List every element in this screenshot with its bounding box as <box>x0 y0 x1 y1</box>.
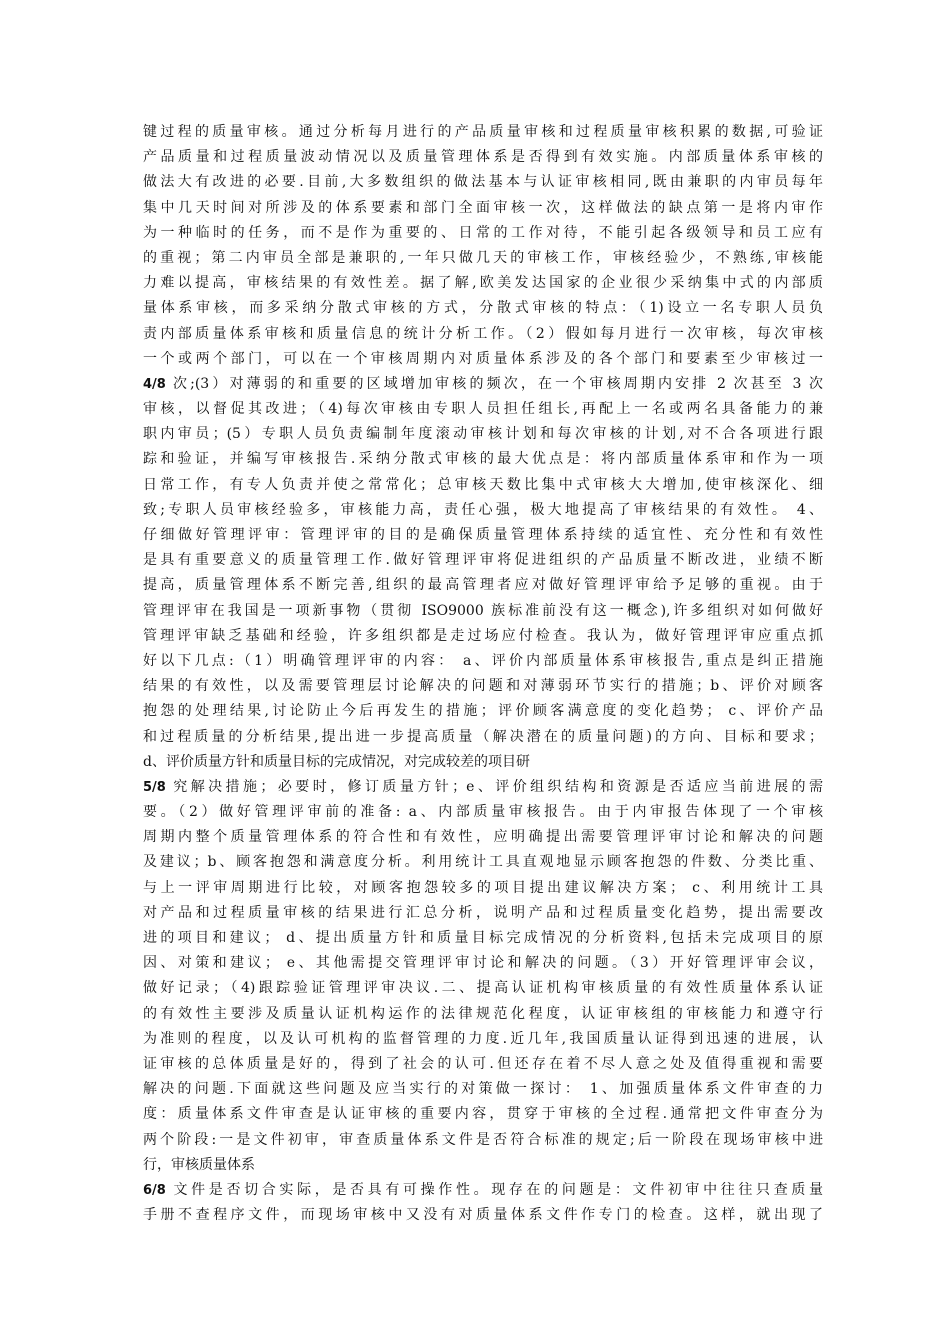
text-line <box>143 271 823 296</box>
line-text: 为准则的程度，以及认可机构的监督管理的力度.近几年,我国质量认证得到迅速的进展，认 <box>143 1030 823 1047</box>
text-line <box>143 775 823 800</box>
text-line <box>143 901 823 926</box>
line-text: 次;(3）对薄弱的和重要的区域增加审核的频次，在一个审核周期内安排 2 次甚至 3 次 <box>169 375 823 392</box>
text-line <box>143 649 823 674</box>
text-line <box>143 1128 823 1153</box>
text-line <box>143 674 823 699</box>
line-text: 和过程质量的分析结果,提出进一步提高质量（解决潜在的质量问题)的方向、目标和要求； <box>143 728 823 745</box>
text-line <box>143 1002 823 1027</box>
text-line <box>143 196 823 221</box>
page-number: 6/8 <box>143 1182 166 1198</box>
line-text: 周期内整个质量管理体系的符合性和有效性，应明确提出需要管理评审讨论和解决的问题 <box>143 829 823 846</box>
text-line <box>143 120 823 145</box>
text-line <box>143 498 823 523</box>
line-text: 产品质量和过程质量波动情况以及质量管理体系是否得到有效实施。内部质量体系审核的 <box>143 149 823 166</box>
text-line <box>143 447 823 472</box>
text-line <box>143 322 823 347</box>
text-line <box>143 221 823 246</box>
line-text: 键过程的质量审核。通过分析每月进行的产品质量审核和过程质量审核积累的数据,可验证 <box>143 124 823 140</box>
text-line <box>143 296 823 321</box>
line-text: 进的项目和建议； d、提出质量方针和质量目标完成情况的分析资料,包括未完成项目的原 <box>143 930 823 946</box>
line-text: 量体系审核，而多采纳分散式审核的方式，分散式审核的特点：（1)设立一名专职人员负 <box>143 300 823 317</box>
line-text: 管理评审在我国是一项新事物（贯彻 ISO9000 族标准前没有这一概念),许多组织对如何做好 <box>143 602 823 619</box>
line-text: 证审核的总体质量是好的，得到了社会的认可.但还存在着不尽人意之处及值得重视和需要 <box>143 1055 823 1072</box>
line-text: 文件是否切合实际，是否具有可操作性。现存在的问题是：文件初审中往往只查质量 <box>169 1181 823 1198</box>
line-text: 究解决措施；必要时，修订质量方针；e、评价组织结构和资源是否适应当前进展的需 <box>169 778 823 795</box>
line-text: 踪和验证，并编写审核报告.采纳分散式审核的最大优点是：将内部质量体系审和作为一项 <box>143 451 823 468</box>
line-text: 仔细做好管理评审：管理评审的目的是确保质量管理体系持续的适宜性、充分性和有效性 <box>143 527 823 543</box>
line-text: 做好记录；（4)跟踪验证管理评审决议.二、提高认证机构审核质量的有效性质量体系认证 <box>143 980 823 997</box>
text-line <box>143 372 823 397</box>
text-line <box>143 1178 823 1203</box>
line-text: 做法大有改进的必要.目前,大多数组织的做法基本与认证审核相同,既由兼职的内审员每年 <box>143 174 823 191</box>
text-line <box>143 699 823 724</box>
line-text: 的有效性主要涉及质量认证机构运作的法律规范化程度，认证审核组的审核能力和遵守行 <box>143 1005 823 1022</box>
line-text: 行，审核质量体系 <box>143 1156 255 1173</box>
text-line <box>143 473 823 498</box>
text-line <box>143 725 823 750</box>
line-text: 两个阶段:一是文件初审，审查质量体系文件是否符合标准的规定;后一阶段在现场审核中进 <box>143 1131 823 1148</box>
text-line <box>143 1102 823 1127</box>
line-text: 职内审员；(5）专职人员负责编制年度滚动审核计划和每次审核的计划,对不合各项进行跟 <box>143 426 823 443</box>
line-text: 对产品和过程质量审核的结果进行汇总分析，说明产品和过程质量变化趋势，提出需要改 <box>143 904 823 921</box>
line-text: 致;专职人员审核经验多，审核能力高，责任心强，极大地提高了审核结果的有效性。 4、 <box>143 501 823 518</box>
text-line <box>143 750 823 775</box>
text-line <box>143 1027 823 1052</box>
line-text: 审核，以督促其改进；（4)每次审核由专职人员担任组长,再配上一名或两名具备能力的兼 <box>143 401 823 418</box>
line-text: 手册不查程序文件，而现场审核中又没有对质量体系文件作专门的检查。这样，就出现了 <box>143 1207 823 1224</box>
line-text: 与上一评审周期进行比较，对顾客抱怨较多的项目提出建议解决方案； c、利用统计工具 <box>143 879 823 896</box>
document-page <box>143 120 823 1228</box>
line-text: 日常工作，有专人负责并使之常常化；总审核天数比集中式审核大大增加,使审核深化、细 <box>143 476 823 493</box>
line-text: 因、对策和建议； e、其他需提交管理评审讨论和解决的问题。（3）开好管理评审会议， <box>143 955 823 972</box>
line-text: 解决的问题.下面就这些问题及应当实行的对策做一探讨： 1、加强质量体系文件审查的力 <box>143 1081 823 1098</box>
line-text: 力难以提高，审核结果的有效性差。据了解,欧美发达国家的企业很少采纳集中式的内部质 <box>143 275 823 292</box>
text-line <box>143 548 823 573</box>
text-line <box>143 397 823 422</box>
text-line <box>143 246 823 271</box>
line-text: 管理评审缺乏基础和经验，许多组织都是走过场应付检查。我认为，做好管理评审应重点抓 <box>143 627 823 644</box>
text-line <box>143 1153 823 1178</box>
line-text: d、评价质量方针和质量目标的完成情况，对完成较差的项目研 <box>143 753 530 770</box>
line-text: 要。（2）做好管理评审前的准备: a、内部质量审核报告。由于内审报告体现了一个审核 <box>143 804 823 821</box>
line-text: 责内部质量体系审核和质量信息的统计分析工作。（2）假如每月进行一次审核，每次审核 <box>143 325 823 342</box>
text-line <box>143 573 823 598</box>
text-line <box>143 876 823 901</box>
line-text: 结果的有效性，以及需要管理层讨论解决的问题和对薄弱环节实行的措施；b、评价对顾客 <box>143 678 823 695</box>
line-text: 及建议；b、顾客抱怨和满意度分析。利用统计工具直观地显示顾客抱怨的件数、分类比重、 <box>143 854 823 871</box>
page-number: 4/8 <box>143 376 166 392</box>
line-text: 好以下几点:（1）明确管理评审的内容： a、评价内部质量体系审核报告,重点是纠正措施 <box>143 652 823 669</box>
text-line <box>143 825 823 850</box>
line-text: 一个或两个部门，可以在一个审核周期内对质量体系涉及的各个部门和要素至少审核过一 <box>143 350 823 367</box>
text-line <box>143 624 823 649</box>
text-line <box>143 347 823 372</box>
text-line <box>143 422 823 447</box>
text-line <box>143 976 823 1001</box>
text-line <box>143 170 823 195</box>
line-text: 集中几天时间对所涉及的体系要素和部门全面审核一次，这样做法的缺点第一是将内审作 <box>143 199 823 216</box>
text-line <box>143 1052 823 1077</box>
text-line <box>143 800 823 825</box>
page-number: 5/8 <box>143 779 166 795</box>
line-text: 提高，质量管理体系不断完善,组织的最高管理者应对做好管理评审给予足够的重视。由于 <box>143 577 823 594</box>
line-text: 抱怨的处理结果,讨论防止今后再发生的措施；评价顾客满意度的变化趋势； c、评价产品 <box>143 703 823 720</box>
text-line <box>143 1203 823 1228</box>
line-text: 为一种临时的任务，而不是作为重要的、日常的工作对待，不能引起各级领导和员工应有 <box>143 224 823 241</box>
text-line <box>143 145 823 170</box>
text-line <box>143 1077 823 1102</box>
line-text: 是具有重要意义的质量管理工作.做好管理评审将促进组织的产品质量不断改进，业绩不断 <box>143 552 823 569</box>
text-line <box>143 523 823 548</box>
line-text: 的重视；第二内审员全部是兼职的,一年只做几天的审核工作，审核经验少，不熟练,审核能 <box>143 249 823 266</box>
text-line <box>143 926 823 951</box>
text-line <box>143 850 823 875</box>
text-line <box>143 599 823 624</box>
text-line <box>143 951 823 976</box>
line-text: 度：质量体系文件审查是认证审核的重要内容，贯穿于审核的全过程.通常把文件审查分为 <box>143 1106 823 1123</box>
